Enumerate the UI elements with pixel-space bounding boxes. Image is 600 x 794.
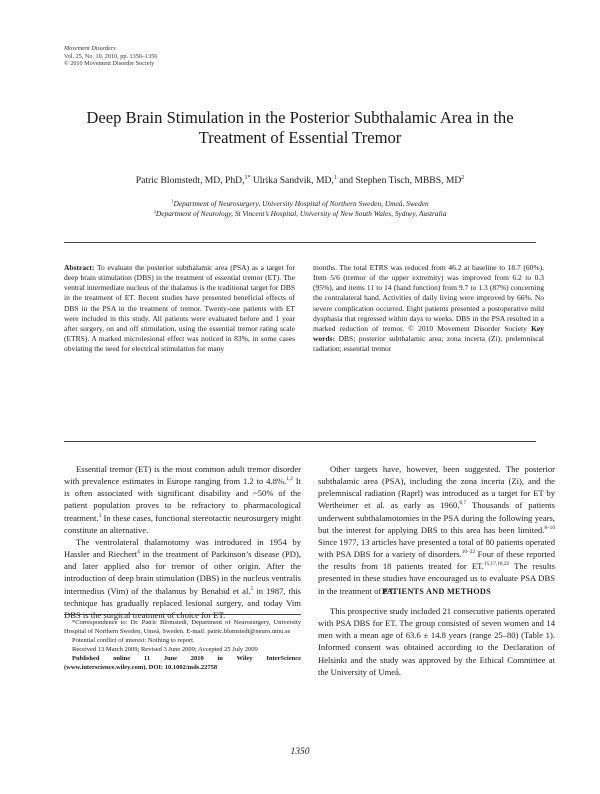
author-name: and Stephen Tisch, MBBS, MD (339, 175, 462, 186)
body-right-column (318, 463, 555, 597)
text: Essential tremor (ET) is the most common adult tremor disorder with prevalence estimates in Europe ranging from 1.2 to 4.8%. (64, 464, 301, 487)
footnote-rule (64, 614, 301, 615)
section-heading: PATIENTS AND METHODS (382, 587, 491, 596)
journal-name: Movement Disorders (64, 45, 116, 52)
keywords-label: Key words: (313, 323, 544, 344)
paragraph (318, 463, 555, 597)
citation: 15,17,18,22 (483, 561, 510, 568)
abstract-label: Abstract: (64, 263, 95, 272)
affiliation-text: Department of Neurology, St Vincent’s Hospital, University of New South Wales, Sydney, Australia (155, 209, 447, 218)
affiliation-text: Department of Neurosurgery, University Hospital of Northern Sweden, Umeå, Sweden (173, 199, 429, 208)
text: in the treatment of Parkinson’s disease (PD), and later applied also for tremor of other origin. After the introduction of deep brain stimulation (DBS) in the nucleus ventralis intermedius (Vim) of the thalamus by Benabid et al. (64, 549, 301, 596)
journal-header (64, 45, 157, 68)
author-sup: 1 (333, 174, 337, 181)
abstract-text-left: To evaluate the posterior subthalamic area (PSA) as a target for deep brain stimulation (DBS) in the treatment of essential tremor (ET). The ventral intermediate nucleus of the thalamus is the traditional target for DBS in the treatment of ET. Recent studies have presented beneficial effects of DBS in the PSA in the treatment of tremor. Twenty-one patients with ET were included in this study. All patients were evaluated before and 1 year after surgery, on and off stimulation, using the essential tremor rating scale (ETRS). A marked microlesional effect was noticed in 83%, in some cases obviating the need for electrical stimulation for many (64, 263, 295, 354)
footnote-correspondence: *Correspondence to: Dr. Patric Blomstedt, Department of Neurosurgery, University Hospital of Northern Sweden, Umeå, Sweden. E-mail: patric.blomstedt@neuro.umu.se (64, 619, 301, 636)
affiliation-item (60, 199, 540, 209)
article-title (60, 108, 540, 148)
citation: 4 (137, 549, 140, 556)
paragraph (64, 536, 301, 621)
affiliation-item (60, 209, 540, 219)
text: in 1987, this technique has gradually replaced lesional surgery, and today Vim DBS is the surgical treatment of choice for ET. (64, 585, 301, 620)
text: Other targets have, however, been suggested. The posterior subthalamic area (PSA), including the zona incerta (Zi), and the prelemniscal radiation (Raprl) was introduced as a target for ET by Wertheimer et al. as early as 1960. (318, 464, 555, 511)
paragraph: This prospective study included 21 consecutive patients operated with PSA DBS for ET. The group consisted of seven women and 14 men with a mean age of 63.6 ± 14.8 years (range 25–80) (Table 1). Informed consent was obtained according to the Declaration of Helsinki and the study was approved by the Ethical Committee at the University of Umeå. (318, 606, 555, 677)
citation: 10–22 (461, 549, 476, 556)
abstract-text-right: months. The total ETRS was reduced from 46.2 at baseline to 18.7 (60%). Item 5/6 (tremor of the upper extremity) was improved from 6.2 to 0.3 (95%), and items 11 to 14 (hand function) from 9.7 to 1.3 (87%) concerning the contralateral hand. Activities of daily living were improved by 66%. No severe complication occurred. Eight patients presented a postoperative mild dysphasia that regressed within days to weeks. DBS in the PSA resulted in a marked reduction of tremor. © 2010 Movement Disorder Society (313, 263, 544, 333)
affiliations (60, 199, 540, 219)
text: Since 1977, 13 articles have presented a total of 80 patients operated with PSA DBS for a variety of disorders. (318, 536, 555, 560)
text: Four of these reported the results from 18 patients treated for ET. (318, 549, 555, 572)
affiliation-sup: 1 (171, 198, 174, 204)
author-name: Ulrika Sandvik, MD, (252, 175, 334, 186)
keywords-text: DBS; posterior subthalamic area; zona incerta (Zi); prelemniscal radiation; essential tremor (313, 334, 545, 354)
article-title-line2: Treatment of Essential Tremor (198, 128, 402, 147)
divider-rule-top (64, 242, 536, 243)
citation: 3 (98, 512, 102, 519)
footnote-received: Received 13 March 2009; Revised 3 June 2009; Accepted 25 July 2009 (72, 646, 258, 654)
methods-text-column (318, 605, 555, 678)
abstract-left (64, 263, 295, 354)
citation: 6,7 (459, 500, 467, 507)
body-left-column (64, 463, 301, 621)
affiliation-sup: 2 (153, 208, 156, 214)
text: The results presented in these studies have encouraged us to evaluate PSA DBS in the treatment of ET. (318, 561, 555, 596)
page-number: 1350 (290, 747, 310, 757)
author-sup: 2 (461, 174, 465, 181)
abstract-right (313, 263, 544, 354)
paragraph (64, 463, 301, 536)
author-sup: 1* (244, 174, 251, 181)
author-list (60, 175, 540, 187)
divider-rule-bottom (64, 441, 536, 442)
citation: 8–10 (544, 524, 555, 531)
text: It is often associated with significant disability and ~50% of the patient population proves to be refractory to pharmacological treatment. (64, 476, 301, 523)
citation: 1,2 (286, 476, 293, 483)
journal-copyright: © 2010 Movement Disorder Society (64, 60, 155, 68)
journal-volume: Vol. 25, No. 10, 2010, pp. 1350–1356 (64, 52, 158, 60)
citation: 5 (250, 585, 254, 592)
text: Thousands of patients underwent subthalamotomies in the PSA during the following years, but the interest for applying DBS to this area has been limited. (318, 500, 555, 535)
text: In these cases, functional stereotactic neurosurgery might constitute an alternative. (64, 512, 301, 535)
text: The ventrolateral thalamotomy was introduced in 1954 by Hassler and Riechert (64, 536, 301, 560)
author-name: Patric Blomstedt, MD, PhD, (135, 175, 245, 186)
footnote-published: Published online 11 June 2010 in Wiley InterScience (www.interscience.wiley.com). DOI: 10.1002/mds.22758 (64, 655, 301, 672)
footnote-conflict: Potential conflict of interest: Nothing to report. (72, 637, 195, 645)
article-title-line1: Deep Brain Stimulation in the Posterior Subthalamic Area in the (86, 108, 514, 127)
footnotes (64, 618, 301, 673)
